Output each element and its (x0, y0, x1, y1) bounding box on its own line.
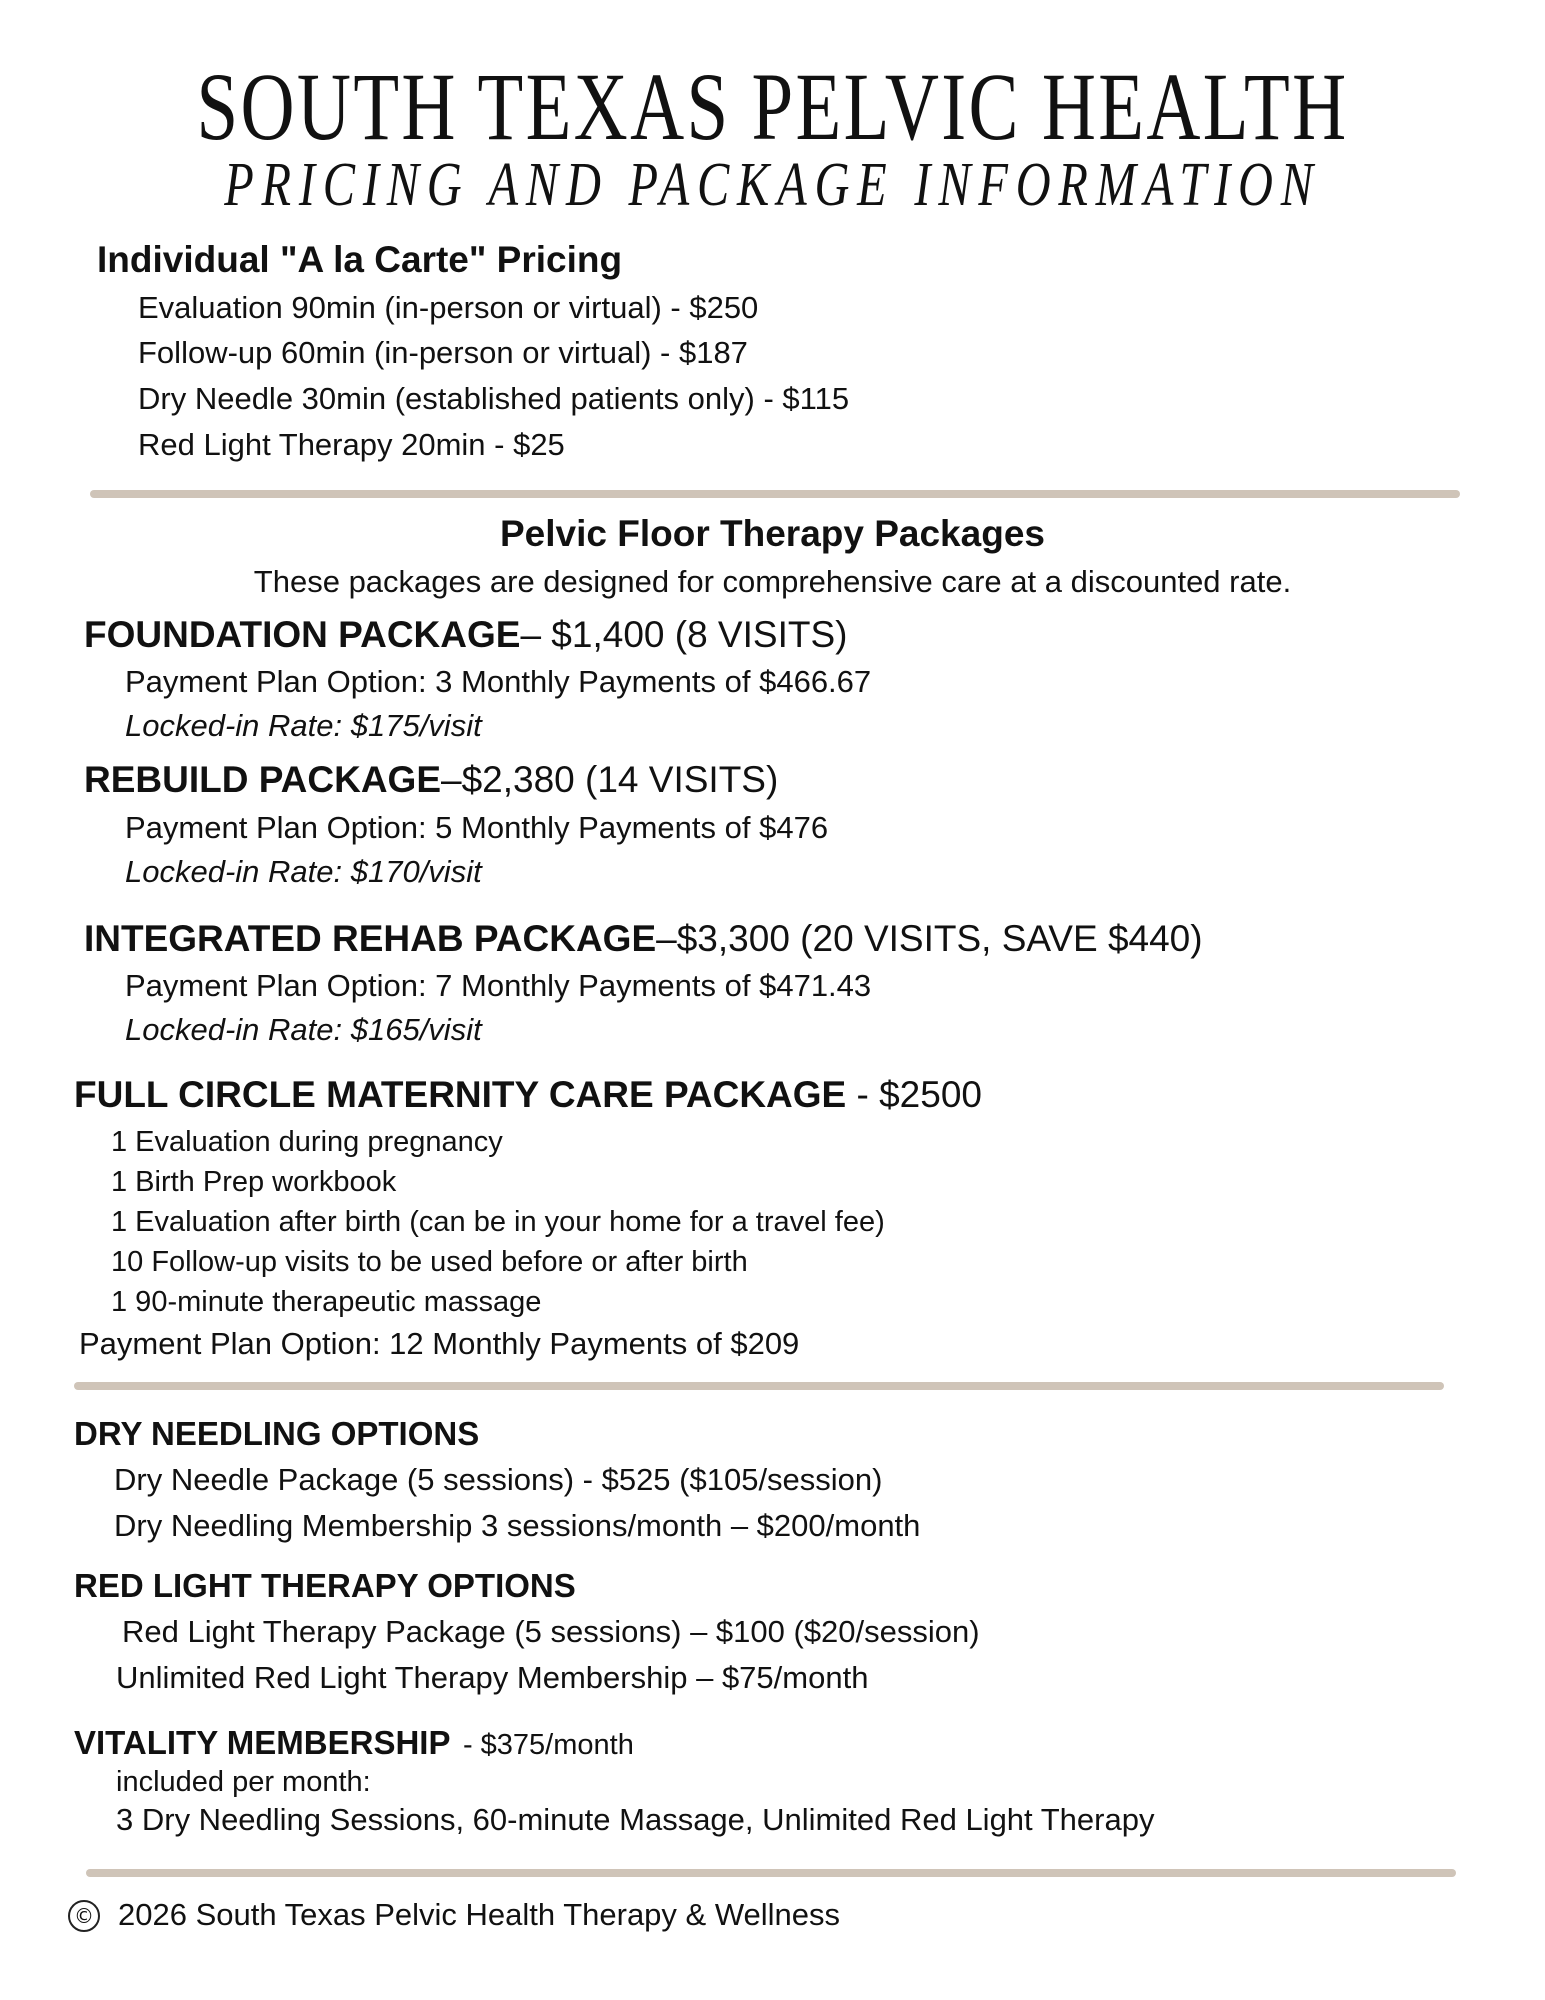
rebuild-payment-plan: Payment Plan Option: 5 Monthly Payments of $476 (125, 810, 829, 845)
vitality-price: - $375/month (462, 1729, 634, 1761)
integrated-locked-rate: Locked-in Rate: $165/visit (125, 1012, 482, 1047)
a-la-carte-item: Evaluation 90min (in-person or virtual) - $250 (138, 290, 759, 325)
packages-intro: These packages are designed for comprehensive care at a discounted rate. (253, 564, 1292, 599)
vitality-heading: VITALITY MEMBERSHIP (74, 1724, 451, 1761)
vitality-included: 3 Dry Needling Sessions, 60-minute Massage, Unlimited Red Light Therapy (116, 1802, 1155, 1837)
foundation-payment-plan: Payment Plan Option: 3 Monthly Payments of $466.67 (125, 664, 872, 699)
red-light-heading: RED LIGHT THERAPY OPTIONS (74, 1567, 576, 1604)
vitality-title (74, 1721, 634, 1765)
rebuild-package-price: –$2,380 (14 VISITS) (441, 759, 779, 800)
page-title: SOUTH TEXAS PELVIC HEALTH (196, 53, 1349, 160)
foundation-package-title (84, 613, 847, 657)
maternity-package-title (74, 1073, 982, 1117)
packages-heading: Pelvic Floor Therapy Packages (500, 513, 1045, 554)
red-light-item: Red Light Therapy Package (5 sessions) – $100 ($20/session) (122, 1614, 980, 1649)
a-la-carte-item: Red Light Therapy 20min - $25 (138, 427, 565, 462)
foundation-package-name: FOUNDATION PACKAGE (84, 614, 521, 655)
integrated-package-title (84, 917, 1203, 961)
section-divider (74, 1382, 1444, 1390)
maternity-item: 1 90-minute therapeutic massage (111, 1286, 542, 1318)
a-la-carte-item: Follow-up 60min (in-person or virtual) - $187 (138, 335, 748, 370)
rebuild-locked-rate: Locked-in Rate: $170/visit (125, 854, 482, 889)
dry-needling-item: Dry Needle Package (5 sessions) - $525 ($105/session) (114, 1462, 883, 1497)
maternity-item: 10 Follow-up visits to be used before or after birth (111, 1246, 748, 1278)
maternity-package-name: FULL CIRCLE MATERNITY CARE PACKAGE (74, 1074, 847, 1115)
dry-needling-heading: DRY NEEDLING OPTIONS (74, 1415, 480, 1452)
rebuild-package-title (84, 758, 778, 802)
integrated-package-price: –$3,300 (20 VISITS, SAVE $440) (656, 918, 1203, 959)
foundation-package-price: – $1,400 (8 VISITS) (520, 614, 848, 655)
footer-copyright: 2026 South Texas Pelvic Health Therapy & Wellness (118, 1897, 841, 1932)
rebuild-package-name: REBUILD PACKAGE (84, 759, 441, 800)
copyright-icon: © (68, 1900, 100, 1932)
a-la-carte-heading: Individual "A la Carte" Pricing (97, 239, 623, 280)
dry-needling-item: Dry Needling Membership 3 sessions/month – $200/month (114, 1508, 921, 1543)
maternity-payment-plan: Payment Plan Option: 12 Monthly Payments of $209 (79, 1326, 800, 1361)
a-la-carte-item: Dry Needle 30min (established patients only) - $115 (138, 381, 850, 416)
maternity-package-price: - $2500 (846, 1074, 982, 1115)
integrated-package-name: INTEGRATED REHAB PACKAGE (84, 918, 657, 959)
integrated-payment-plan: Payment Plan Option: 7 Monthly Payments of $471.43 (125, 968, 872, 1003)
vitality-included-label: included per month: (116, 1766, 371, 1798)
red-light-item: Unlimited Red Light Therapy Membership – $75/month (116, 1660, 869, 1695)
maternity-item: 1 Birth Prep workbook (111, 1166, 397, 1198)
page-subtitle: PRICING AND PACKAGE INFORMATION (224, 151, 1321, 219)
foundation-locked-rate: Locked-in Rate: $175/visit (125, 708, 482, 743)
maternity-item: 1 Evaluation after birth (can be in your home for a travel fee) (111, 1206, 885, 1238)
section-divider (86, 1869, 1456, 1877)
section-divider (90, 490, 1460, 498)
maternity-item: 1 Evaluation during pregnancy (111, 1126, 503, 1158)
